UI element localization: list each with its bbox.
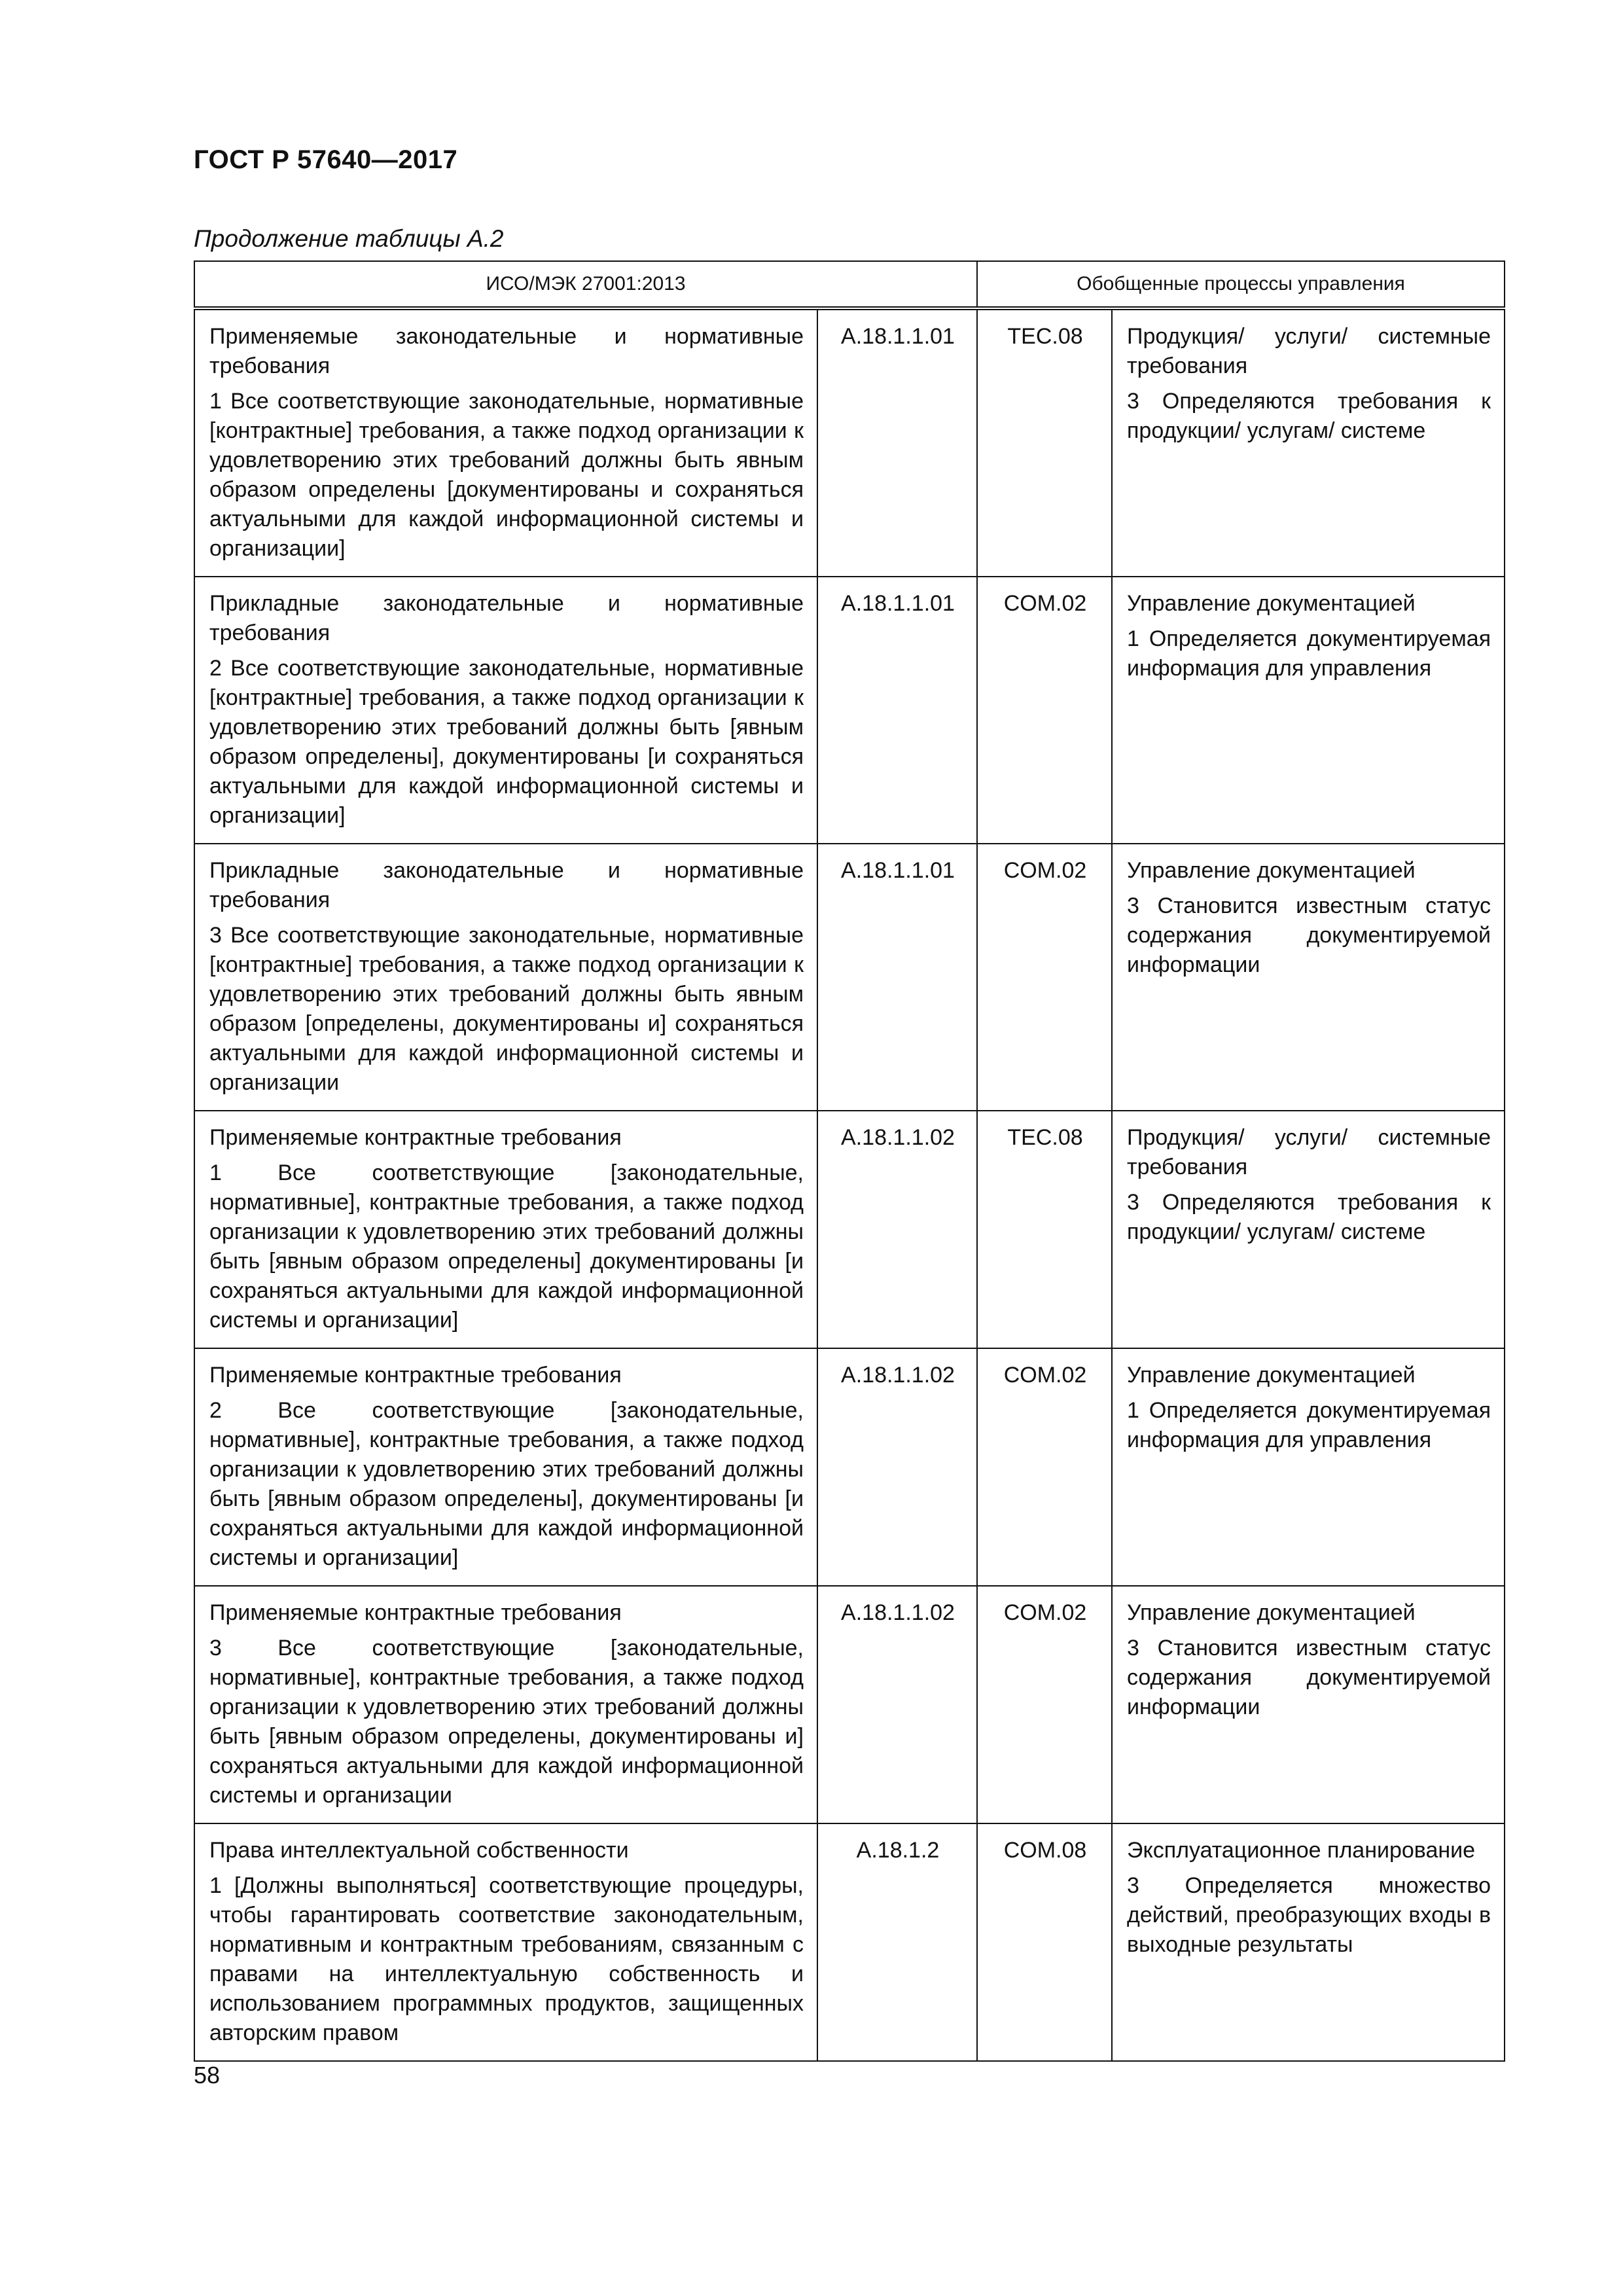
header-iso-standard: ИСО/МЭК 27001:2013 bbox=[194, 261, 977, 308]
requirement-text: 2 Все соответствующие [законодательные, нормативные], контрактные требования, а также подход организации к удовлетворению этих требований должны быть [явным образом определены], документированы [и сохраняться актуальными для каждой информационной системы и организации] bbox=[209, 1398, 804, 1570]
header-generic-processes: Обобщенные процессы управления bbox=[977, 261, 1505, 308]
mapping-table bbox=[194, 260, 1505, 2062]
table-row bbox=[194, 308, 1505, 577]
process-text: 1 Определяется документируемая информация для управления bbox=[1127, 626, 1491, 681]
table-caption: Продолжение таблицы А.2 bbox=[194, 225, 504, 252]
table-row bbox=[194, 1111, 1505, 1348]
process-cell bbox=[1112, 308, 1505, 577]
requirement-title: Применяемые законодательные и нормативные требования bbox=[209, 324, 804, 378]
process-code: COM.08 bbox=[977, 1823, 1112, 2061]
table-row bbox=[194, 577, 1505, 844]
process-text: 3 Определяются требования к продукции/ услугам/ системе bbox=[1127, 1190, 1491, 1244]
requirement-cell bbox=[194, 1111, 817, 1348]
requirement-cell bbox=[194, 577, 817, 844]
control-id: А.18.1.1.02 bbox=[817, 1111, 977, 1348]
requirement-title: Применяемые контрактные требования bbox=[209, 1125, 622, 1150]
process-text: 3 Становится известным статус содержания документируемой информации bbox=[1127, 1636, 1491, 1719]
process-code: COM.02 bbox=[977, 577, 1112, 844]
requirement-text: 1 Все соответствующие законодательные, нормативные [контрактные] требования, а также подход организации к удовлетворению этих требований должны быть явным образом определены [документированы и сохраняться актуальными для каждой информационной системы и организации] bbox=[209, 389, 804, 561]
table-row bbox=[194, 1348, 1505, 1586]
process-code: COM.02 bbox=[977, 1348, 1112, 1586]
control-id: А.18.1.2 bbox=[817, 1823, 977, 2061]
requirement-title: Применяемые контрактные требования bbox=[209, 1363, 622, 1388]
table-row bbox=[194, 1586, 1505, 1823]
requirement-cell bbox=[194, 1586, 817, 1823]
requirement-title: Применяемые контрактные требования bbox=[209, 1600, 622, 1625]
process-cell bbox=[1112, 1823, 1505, 2061]
requirement-text: 1 Все соответствующие [законодательные, нормативные], контрактные требования, а также подход организации к удовлетворению этих требований должны быть [явным образом определены] документированы [и сохраняться актуальными для каждой информационной системы и организации] bbox=[209, 1160, 804, 1333]
process-cell bbox=[1112, 577, 1505, 844]
process-title: Управление документацией bbox=[1127, 1600, 1416, 1625]
process-title: Эксплуатационное планирование bbox=[1127, 1838, 1476, 1863]
process-text: 3 Определяется множество действий, преобразующих входы в выходные результаты bbox=[1127, 1873, 1491, 1957]
requirement-text: 1 [Должны выполняться] соответствующие процедуры, чтобы гарантировать соответствие законодательным, нормативным и контрактным требованиям, связанным с правами на интеллектуальную собственность и использованием программных продуктов, защищенных авторским правом bbox=[209, 1873, 804, 2045]
requirement-title: Прикладные законодательные и нормативные требования bbox=[209, 858, 804, 912]
control-id: А.18.1.1.02 bbox=[817, 1586, 977, 1823]
process-text: 1 Определяется документируемая информация для управления bbox=[1127, 1398, 1491, 1452]
requirement-text: 2 Все соответствующие законодательные, нормативные [контрактные] требования, а также подход организации к удовлетворению этих требований должны быть [явным образом определены], документированы [и сохраняться актуальными для каждой информационной системы и организации] bbox=[209, 656, 804, 828]
process-cell bbox=[1112, 1111, 1505, 1348]
table-row bbox=[194, 1823, 1505, 2061]
control-id: А.18.1.1.01 bbox=[817, 308, 977, 577]
requirement-cell bbox=[194, 308, 817, 577]
table-row bbox=[194, 844, 1505, 1111]
process-code: TEC.08 bbox=[977, 1111, 1112, 1348]
process-code: TEC.08 bbox=[977, 308, 1112, 577]
control-id: А.18.1.1.01 bbox=[817, 844, 977, 1111]
control-id: А.18.1.1.02 bbox=[817, 1348, 977, 1586]
requirement-title: Права интеллектуальной собственности bbox=[209, 1838, 629, 1863]
process-cell bbox=[1112, 1586, 1505, 1823]
process-cell bbox=[1112, 844, 1505, 1111]
process-text: 3 Определяются требования к продукции/ услугам/ системе bbox=[1127, 389, 1491, 443]
requirement-text: 3 Все соответствующие [законодательные, нормативные], контрактные требования, а также подход организации к удовлетворению этих требований должны быть [явным образом определены, документированы и] сохраняться актуальными для каждой информационной системы и организации bbox=[209, 1636, 804, 1808]
page-number: 58 bbox=[194, 2062, 221, 2089]
process-title: Продукция/ услуги/ системные требования bbox=[1127, 324, 1491, 378]
process-title: Продукция/ услуги/ системные требования bbox=[1127, 1125, 1491, 1179]
requirement-cell bbox=[194, 1823, 817, 2061]
requirement-title: Прикладные законодательные и нормативные требования bbox=[209, 591, 804, 645]
process-text: 3 Становится известным статус содержания документируемой информации bbox=[1127, 893, 1491, 977]
table-header-row bbox=[194, 261, 1505, 308]
control-id: А.18.1.1.01 bbox=[817, 577, 977, 844]
process-title: Управление документацией bbox=[1127, 858, 1416, 883]
process-cell bbox=[1112, 1348, 1505, 1586]
process-code: COM.02 bbox=[977, 1586, 1112, 1823]
document-code: ГОСТ Р 57640—2017 bbox=[194, 145, 458, 174]
process-title: Управление документацией bbox=[1127, 591, 1416, 616]
requirement-text: 3 Все соответствующие законодательные, нормативные [контрактные] требования, а также подход организации к удовлетворению этих требований должны быть явным образом [определены, документированы и] сохраняться актуальными для каждой информационной системы и организации bbox=[209, 923, 804, 1095]
process-title: Управление документацией bbox=[1127, 1363, 1416, 1388]
process-code: COM.02 bbox=[977, 844, 1112, 1111]
requirement-cell bbox=[194, 844, 817, 1111]
requirement-cell bbox=[194, 1348, 817, 1586]
